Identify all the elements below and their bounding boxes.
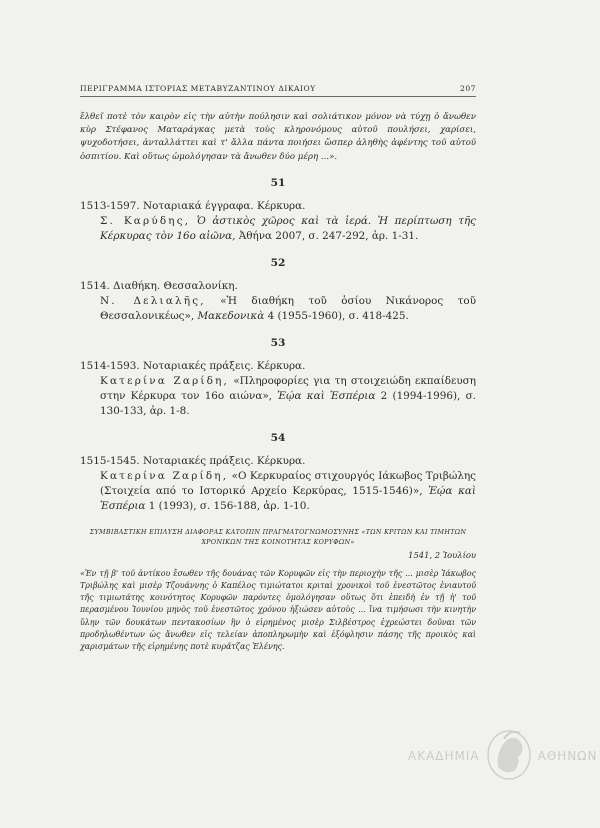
- entry-number: 52: [270, 256, 286, 269]
- entry-author: Ν. Δελιαλῆς,: [100, 294, 206, 307]
- entry-heading: 1513-1597. Νοταριακά έγγραφα. Κέρκυρα.: [80, 199, 306, 212]
- entry-number: 51: [270, 176, 286, 189]
- entry-number: 54: [270, 431, 286, 444]
- entry-title: «Ἡ διαθήκη τοῦ ὁσίου Νικάνορος τοῦ Θεσσαλονικέως»,: [100, 294, 477, 322]
- entry-reference: [80, 374, 476, 419]
- quote-continuation: ἔλθεῖ ποτὲ τὸν καιρὸν εἰς τὴν αὐτὴν πούλησιν καὶ σολιάτικον μόνον νὰ τύχῃ ὁ ἄνωθεν κὺρ Στέφανος Ματαράγκας μετὰ τοὺς κληρονόμους αὐτοῦ πουλήσει, χαρίσει, ψυχοδοτήσει, ἀνταλλάττει καὶ τ' ἄλλα πάντα ποιήσει ὥσπερ ἀληθὴς ἀφέντης τοῦ αὐτοῦ ὁσπιτίου. Καὶ οὕτως ὡμολόγησαν τὰ ἄνωθεν δύο μέρη ...».: [80, 112, 476, 162]
- entry-journal: Μακεδονικὰ: [197, 309, 265, 322]
- entry-author: Κατερίνα Ζαρίδη,: [100, 469, 229, 482]
- entry-title: «Ο Κερκυραίος στιχουργός Ιάκωβος Τριβώλης (Στοιχεία από το Ιστορικό Αρχείο Κερκύρας, 1515-1546)»,: [100, 469, 477, 497]
- entry-number: 53: [270, 336, 286, 349]
- entry-title: Ὁ ἀστικὸς χῶρος καὶ τὰ ἱερά. Ἡ περίπτωση τῆς Κέρκυρας τὸν 16ο αἰῶνα,: [100, 214, 477, 242]
- page-content: [80, 84, 476, 653]
- running-header: [80, 84, 476, 97]
- entry-heading: 1514-1593. Νοταριακές πράξεις. Κέρκυρα.: [80, 359, 306, 372]
- running-title: ΠΕΡΙΓΡΑΜΜΑ ΙΣΤΟΡΙΑΣ ΜΕΤΑΒΥΖΑΝΤΙΝΟΥ ΔΙΚΑΙΟΥ: [80, 84, 316, 93]
- entry-reference: [80, 214, 476, 244]
- document-title: ΣΥΜΒΙΒΑΣΤΙΚΗ ΕΠΙΛΥΣΗ ΔΙΑΦΟΡΑΣ ΚΑΤΟΠΙΝ ΠΡΑΓΜΑΤΟΓΝΩΜΟΣΥΝΗΣ «ΤΩΝ ΚΡΙΤΩΝ ΚΑΙ ΤΙΜΗΤΩΝ ΧΡΟΝΙΚΩΝ ΤΗΣ ΚΟΙΝΟΤΗΤΑΣ ΚΟΡΥΦΩΝ»: [89, 527, 467, 546]
- entry-citation: 1 (1993), σ. 156-188, ἀρ. 1-10.: [148, 499, 310, 512]
- entry-journal: Ἑῴα καὶ Ἑσπέρια: [100, 484, 476, 512]
- academy-watermark: [408, 727, 597, 785]
- entry-heading: 1515-1545. Νοταριακές πράξεις. Κέρκυρα.: [80, 454, 306, 467]
- entry-heading: 1514. Διαθήκη. Θεσσαλονίκη.: [80, 279, 238, 292]
- entry-citation: Ἀθήνα 2007, σ. 247-292, ἀρ. 1-31.: [238, 229, 419, 242]
- entry-citation: 2 (1994-1996), σ. 130-133, ἀρ. 1-8.: [100, 389, 476, 417]
- document-text: «Ἐν τῇ β' τοῦ ἀντίκου ἔσωθεν τῆς δουάνας τῶν Κορυφῶν εἰς τὴν περιοχὴν τῆς ... μισὲρ Ἰάκωβος Τριβώλης καὶ μισὲρ Τζουάννης ὁ Καπέλος τιμιώτατοι κριταὶ χρονικοὶ τοῦ ἐνεστῶτος ἐνιαυτοῦ τῆς τιμιωτάτης κοινότητος Κορυφῶν παρόντες ὁμολόγησαν οὕτως ὅτι ἐπειδὴ ἐν τῇ ἡ' τοῦ περασμένου Ἰουνίου μηνὸς τοῦ ἐνεστῶτος χρόνου ἠξιώσεν αὐτοὺς ... ἵνα τιμήσωσι τὴν κινητὴν ὕλην τῶν δουκάτων πεντακοσίων ἣν ὁ εἰρημένος μισὲρ Σιλβέστρος ἐχρεώστει δοῦναι τῶν προδηλωθέντων ὡς ἄνωθεν εἰς τελείαν ἀποπληρωμὴν καὶ ἐξόφλησιν πάσης τῆς προικὸς καὶ χαρισμάτων τῆς εἰρημένης ποτὲ κυρᾶτζας Ἑλένης.: [80, 568, 476, 652]
- athena-logo-icon: [484, 727, 534, 785]
- watermark-text-right: ΑΘΗΝΩΝ: [537, 749, 598, 763]
- entry-reference: [80, 469, 476, 514]
- entry-title: «Πληροφορίες για τη στοιχειώδη εκπαίδευση στην Κέρκυρα τον 16ο αιώνα»,: [100, 374, 477, 402]
- watermark-text-left: ΑΚΑΔΗΜΙΑ: [408, 749, 480, 763]
- entry-journal: Ἑῴα καὶ Ἑσπέρια: [277, 389, 376, 402]
- entry-citation: 4 (1955-1960), σ. 418-425.: [267, 309, 409, 322]
- page-number: 207: [460, 84, 476, 93]
- document-date: 1541, 2 Ἰουλίου: [408, 549, 476, 560]
- entry-author: Κατερίνα Ζαρίδη,: [100, 374, 230, 387]
- entry-author: Σ. Καρύδης,: [100, 214, 191, 227]
- entry-reference: [80, 294, 476, 324]
